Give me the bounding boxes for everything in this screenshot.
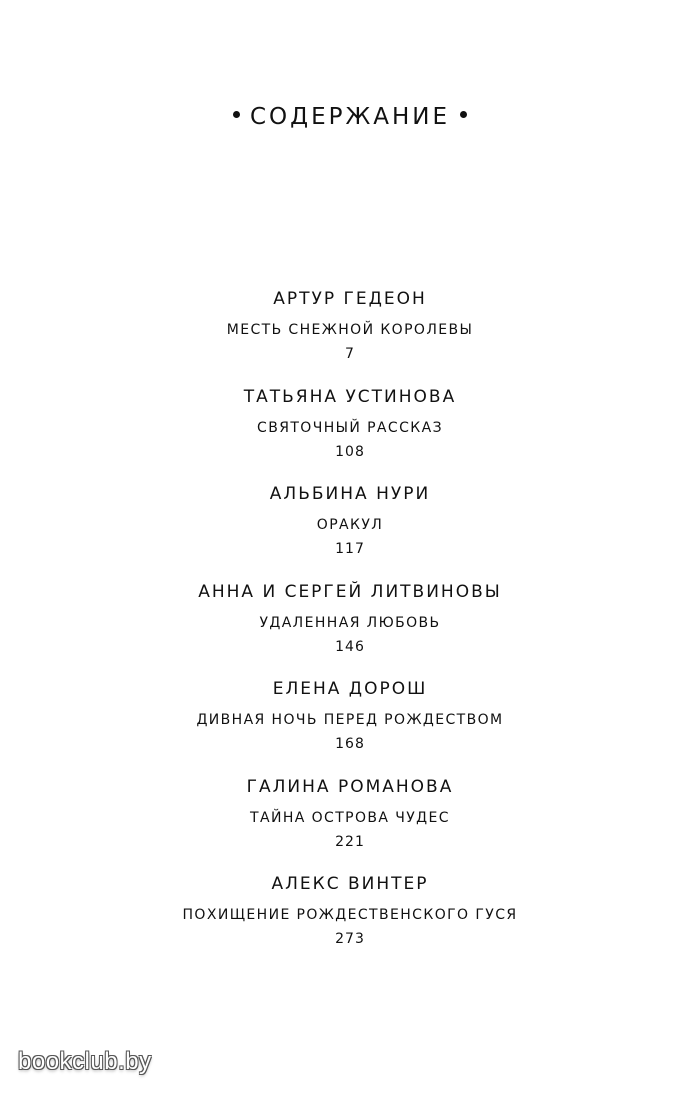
toc-author: АЛЬБИНА НУРИ <box>269 484 431 504</box>
toc-author: АРТУР ГЕДЕОН <box>273 289 427 309</box>
toc-page-number: 7 <box>345 346 355 362</box>
toc-entry <box>0 777 700 875</box>
toc-page-number: 117 <box>335 541 365 557</box>
toc-author: ЕЛЕНА ДОРОШ <box>272 679 428 699</box>
toc-author: АЛЕКС ВИНТЕР <box>271 874 429 894</box>
toc-entry <box>0 582 700 680</box>
toc-story-title: ОРАКУЛ <box>316 517 384 533</box>
toc-entry <box>0 679 700 777</box>
watermark: bookclub.by <box>18 1048 152 1075</box>
bullet-icon <box>233 111 240 118</box>
toc-entry <box>0 484 700 582</box>
toc-page-number: 146 <box>335 638 365 655</box>
page-title <box>0 104 700 130</box>
page-title-text: СОДЕРЖАНИЕ <box>249 104 451 130</box>
table-of-contents <box>0 289 700 972</box>
toc-story-title: УДАЛЕННАЯ ЛЮБОВЬ <box>259 614 441 631</box>
toc-story-title: ПОХИЩЕНИЕ РОЖДЕСТВЕНСКОГО ГУСЯ <box>182 907 518 923</box>
toc-story-title: ДИВНАЯ НОЧЬ ПЕРЕД РОЖДЕСТВОМ <box>196 712 504 728</box>
toc-entry <box>0 874 700 972</box>
toc-story-title: СВЯТОЧНЫЙ РАССКАЗ <box>257 419 443 436</box>
toc-story-title: МЕСТЬ СНЕЖНОЙ КОРОЛЕВЫ <box>226 322 474 338</box>
toc-story-title: ТАЙНА ОСТРОВА ЧУДЕС <box>250 809 450 826</box>
toc-author: ГАЛИНА РОМАНОВА <box>246 776 454 797</box>
toc-page-number: 168 <box>335 736 365 752</box>
toc-entry <box>0 387 700 485</box>
toc-author: ТАТЬЯНА УСТИНОВА <box>243 386 457 407</box>
bullet-icon <box>460 111 467 118</box>
toc-page-number: 273 <box>335 931 365 947</box>
toc-page-number: 221 <box>335 833 365 850</box>
toc-author: АННА И СЕРГЕЙ ЛИТВИНОВЫ <box>198 581 502 602</box>
toc-page-number: 108 <box>335 443 365 460</box>
toc-entry <box>0 289 700 387</box>
